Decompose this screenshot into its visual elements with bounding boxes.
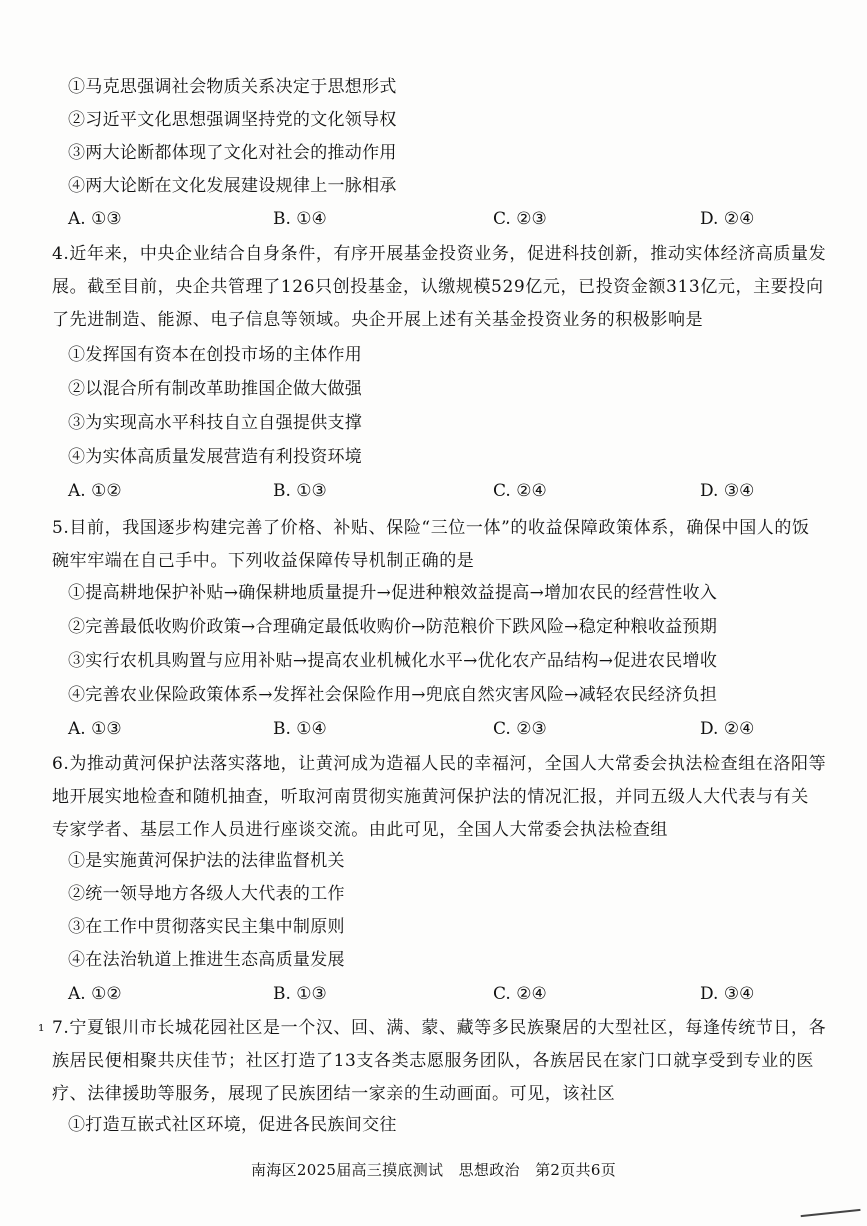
q6-choice-a: A. ①② [68,984,122,1004]
q6-option-3: ③在工作中贯彻落实民主集中制原则 [68,917,345,937]
q7-option-1: ①打造互嵌式社区环境，促进各民族间交往 [68,1115,397,1135]
q6-choices [68,982,828,1006]
q5-choices [68,717,828,741]
q5-option-2: ②完善最低收购价政策→合理确定最低收购价→防范粮价下跌风险→稳定种粮收益预期 [68,617,718,637]
q5-option-4: ④完善农业保险政策体系→发挥社会保险作用→兜底自然灾害风险→减轻农民经济负担 [68,685,718,705]
q4-choice-d: D. ③④ [700,481,755,501]
q5-stem-line-2: 碗牢牢端在自己手中。下列收益保障传导机制正确的是 [52,551,475,571]
q3-option-3: ③两大论断都体现了文化对社会的推动作用 [68,143,397,163]
q3-choice-b: B. ①④ [273,209,327,229]
scan-edge-mark [801,1209,862,1225]
q7-stem [52,1012,832,1111]
q3-option-2: ②习近平文化思想强调坚持党的文化领导权 [68,110,397,130]
q4-choice-b: B. ①③ [273,481,327,501]
q4-stem-line-3: 了先进制造、能源、电子信息等领域。央企开展上述有关基金投资业务的积极影响是 [52,310,704,330]
q4-choices [68,479,828,503]
q5-choice-c: C. ②③ [493,719,547,739]
q3-option-4: ④两大论断在文化发展建设规律上一脉相承 [68,176,397,196]
q5-choice-a: A. ①③ [68,719,122,739]
q6-choice-d: D. ③④ [700,984,755,1004]
q5-choice-b: B. ①④ [273,719,327,739]
q4-stem-line-2: 展。截至目前，央企共管理了126只创投基金，认缴规模529亿元，已投资金额313亿元，主要投向 [52,277,824,297]
q5-choice-d: D. ②④ [700,719,755,739]
q6-option-2: ②统一领导地方各级人大代表的工作 [68,884,345,904]
q3-option-1: ①马克思强调社会物质关系决定于思想形式 [68,77,397,97]
q6-choice-b: B. ①③ [273,984,327,1004]
q4-option-2: ②以混合所有制改革助推国企做大做强 [68,379,363,399]
q6-stem [52,748,832,847]
q6-option-4: ④在法治轨道上推进生态高质量发展 [68,950,345,970]
q3-choice-c: C. ②③ [493,209,547,229]
page-footer: 南海区2025届高三摸底测试 思想政治 第2页共6页 [250,1161,617,1179]
q4-stem-line-1: 4.近年来，中央企业结合自身条件，有序开展基金投资业务，促进科技创新，推动实体经济高质量发 [52,244,827,264]
q5-stem-line-1: 5.目前，我国逐步构建完善了价格、补贴、保险“三位一体”的收益保障政策体系，确保中国人的饭 [52,518,810,538]
q6-stem-line-3: 专家学者、基层工作人员进行座谈交流。由此可见，全国人大常委会执法检查组 [52,820,668,840]
q4-choice-c: C. ②④ [493,481,547,501]
q6-stem-line-1: 6.为推动黄河保护法落实落地，让黄河成为造福人民的幸福河，全国人大常委会执法检查组在洛阳等 [52,754,827,774]
q6-choice-c: C. ②④ [493,984,547,1004]
q4-choice-a: A. ①② [68,481,122,501]
q5-option-3: ③实行农机具购置与应用补贴→提高农业机械化水平→优化农产品结构→促进农民增收 [68,651,718,671]
q3-choice-d: D. ②④ [700,209,755,229]
q3-choices [68,207,828,231]
q4-stem [52,238,832,337]
q4-option-3: ③为实现高水平科技自立自强提供支撑 [68,413,363,433]
q3-choice-a: A. ①③ [68,209,122,229]
q5-stem [52,512,832,578]
q4-option-1: ①发挥国有资本在创投市场的主体作用 [68,345,363,365]
q5-option-1: ①提高耕地保护补贴→确保耕地质量提升→促进种粮效益提高→增加农民的经营性收入 [68,583,718,603]
q7-stem-line-2: 族居民便相聚共庆佳节；社区打造了13支各类志愿服务团队，各族居民在家门口就享受到专业的医 [52,1051,815,1071]
q6-option-1: ①是实施黄河保护法的法律监督机关 [68,851,345,871]
q7-stem-line-1: 7.宁夏银川市长城花园社区是一个汉、回、满、蒙、藏等多民族聚居的大型社区，每逢传统节日，各 [52,1018,827,1038]
q4-option-4: ④为实体高质量发展营造有利投资环境 [68,447,363,467]
q7-stem-line-3: 疗、法律援助等服务，展现了民族团结一家亲的生动画面。可见，该社区 [52,1084,616,1104]
q6-stem-line-2: 地开展实地检查和随机抽查，听取河南贯彻实施黄河保护法的情况汇报，并同五级人大代表与有关 [52,787,809,807]
margin-mark: ¹ [38,1021,45,1040]
